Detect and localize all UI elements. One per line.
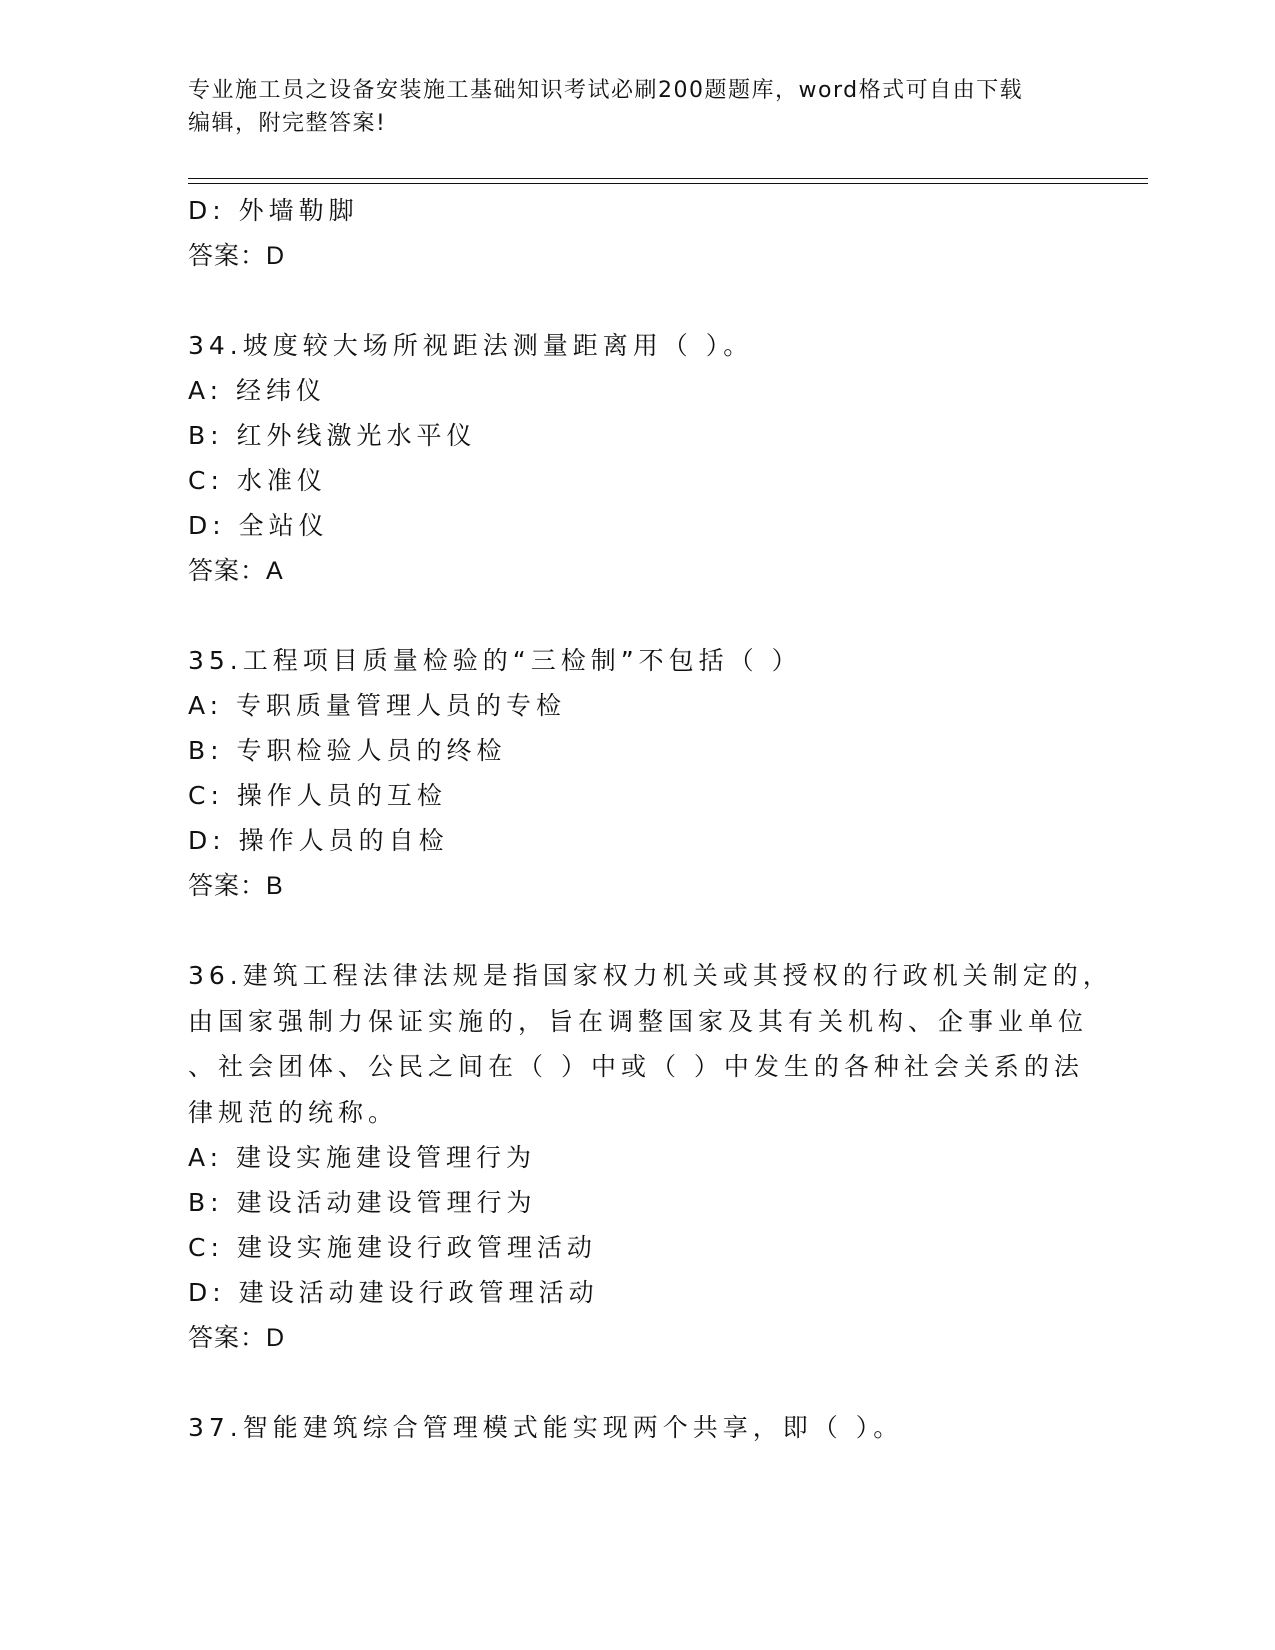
q34-option-a: A: 经纬仪: [188, 376, 327, 405]
q35-option-a: A: 专职质量管理人员的专检: [188, 691, 567, 720]
q36-stem-line-4: 律规范的统称。: [188, 1097, 399, 1127]
document-header: [188, 74, 1068, 140]
q36-option-c: C: 建设实施建设行政管理活动: [188, 1233, 597, 1262]
spacer: [188, 594, 1068, 638]
header-title-line-2: 编辑，附完整答案!: [188, 111, 387, 136]
q35-stem: 35.工程项目质量检验的“三检制”不包括（ ）: [188, 646, 802, 675]
header-rule-bottom: [188, 183, 1148, 184]
q36-option-b: B: 建设活动建设管理行为: [188, 1188, 537, 1217]
q35-answer: 答案：B: [188, 872, 284, 900]
q36-option-a: A: 建设实施建设管理行为: [188, 1143, 537, 1172]
q37-stem: 37.智能建筑综合管理模式能实现两个共享，即（ ）。: [188, 1413, 904, 1442]
q36-answer: 答案：D: [188, 1324, 286, 1352]
q35-option-b: B: 专职检验人员的终检: [188, 736, 507, 765]
q36-stem-line-2: 由国家强制力保证实施的，旨在调整国家及其有关机构、企事业单位: [188, 1006, 1089, 1036]
header-rule-top: [188, 178, 1148, 179]
spacer: [188, 909, 1068, 953]
q34-answer: 答案：A: [188, 557, 284, 585]
q35-option-d: D: 操作人员的自检: [188, 826, 449, 855]
spacer: [188, 279, 1068, 323]
question-list: [188, 188, 1113, 1450]
q36-stem: [188, 953, 1113, 1135]
q34-option-d: D: 全站仪: [188, 511, 329, 540]
q33-answer: 答案：D: [188, 242, 286, 270]
q34-stem: 34.坡度较大场所视距法测量距离用（ ）。: [188, 331, 754, 360]
q33-option-d: D: 外墙勒脚: [188, 196, 359, 225]
q34-option-b: B: 红外线激光水平仪: [188, 421, 477, 450]
q36-stem-line-3: 、社会团体、公民之间在（ ）中或（ ）中发生的各种社会关系的法: [188, 1052, 1084, 1081]
q34-option-c: C: 水准仪: [188, 466, 327, 495]
q36-option-d: D: 建设活动建设行政管理活动: [188, 1278, 599, 1307]
q36-stem-line-1: 36.建筑工程法律法规是指国家权力机关或其授权的行政机关制定的，: [188, 961, 1113, 990]
header-title-line-1: 专业施工员之设备安装施工基础知识考试必刷200题题库，word格式可自由下载: [188, 78, 1024, 103]
q35-option-c: C: 操作人员的互检: [188, 781, 447, 810]
spacer: [188, 1361, 1068, 1405]
